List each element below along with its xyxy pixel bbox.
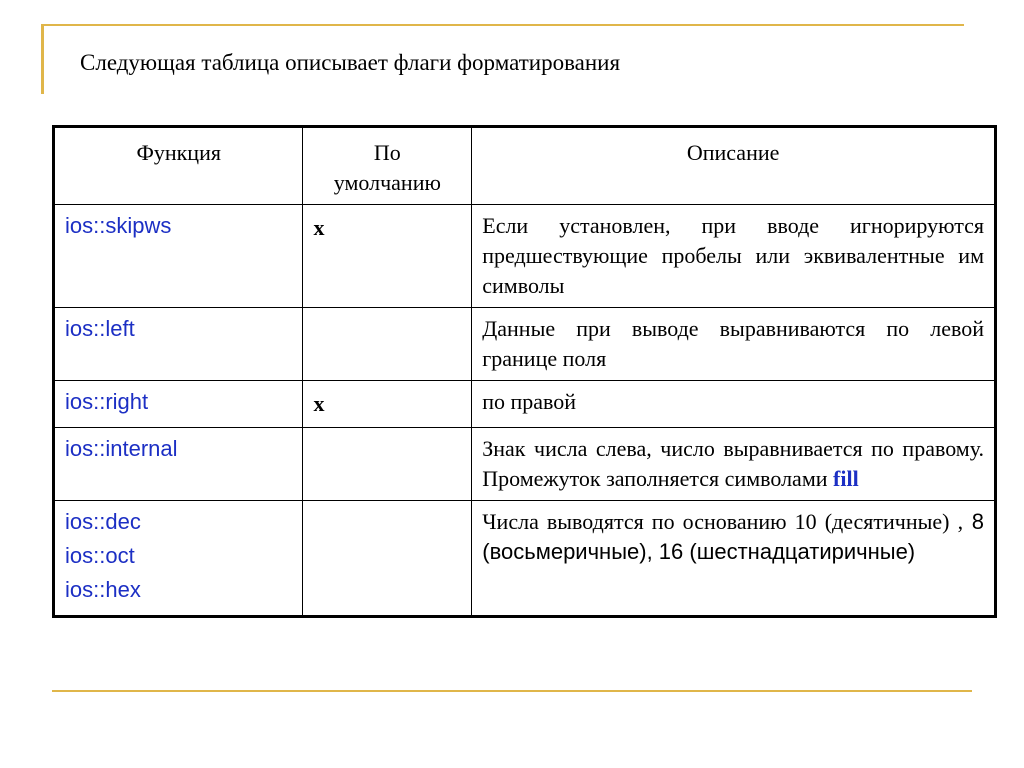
flag-left: ios::left (65, 316, 135, 341)
header-default (303, 127, 472, 205)
cell-flag (54, 501, 303, 617)
table-row-left (54, 308, 996, 381)
header-description (472, 127, 996, 205)
flag-internal: ios::internal (65, 436, 178, 461)
cell-description (472, 428, 996, 501)
cell-default (303, 308, 472, 381)
cell-description: Если установлен, при вводе игнорируются предшествующие пробелы или эквивалентные им символы (472, 205, 996, 308)
flag-right: ios::right (65, 389, 149, 414)
description-text: Числа выводятся по основанию 10 (десятичные) , (482, 509, 964, 534)
header-default-line2: умолчанию (333, 170, 441, 195)
description-text-sans: 8 (восьмеричные), 16 (шестнадцатиричные) (482, 509, 984, 564)
cell-flag (54, 205, 303, 308)
flag-dec: ios::dec (65, 509, 141, 534)
cell-default (303, 205, 472, 308)
cell-description (472, 501, 996, 617)
description-text: Знак числа слева, число выравнивается по правому. Промежуток заполняется символами (482, 436, 984, 491)
header-default-line1: По (373, 140, 401, 165)
header-function (54, 127, 303, 205)
flag-skipws: ios::skipws (65, 213, 172, 238)
table-row-base (54, 501, 996, 617)
cell-default (303, 501, 472, 617)
default-mark: x (313, 215, 325, 240)
decorative-bottom-line (52, 690, 972, 692)
table-header-row (54, 127, 996, 205)
cell-default (303, 381, 472, 428)
cell-flag (54, 428, 303, 501)
cell-description: по правой (472, 381, 996, 428)
decorative-top-line (41, 24, 964, 26)
formatting-flags-table (52, 125, 997, 618)
cell-description: Данные при выводе выравниваются по левой границе поля (472, 308, 996, 381)
cell-flag (54, 381, 303, 428)
header-description-label: Описание (686, 140, 780, 165)
flag-hex: ios::hex (65, 577, 141, 602)
table-row-internal (54, 428, 996, 501)
table-row-right (54, 381, 996, 428)
header-function-label: Функция (136, 140, 221, 165)
flag-oct: ios::oct (65, 543, 135, 568)
cell-default (303, 428, 472, 501)
default-mark: x (313, 391, 325, 416)
slide-title: Следующая таблица описывает флаги форматирования (80, 50, 621, 75)
table-row-skipws (54, 205, 996, 308)
decorative-vertical-line (41, 24, 44, 94)
cell-flag (54, 308, 303, 381)
fill-keyword: fill (833, 466, 859, 491)
